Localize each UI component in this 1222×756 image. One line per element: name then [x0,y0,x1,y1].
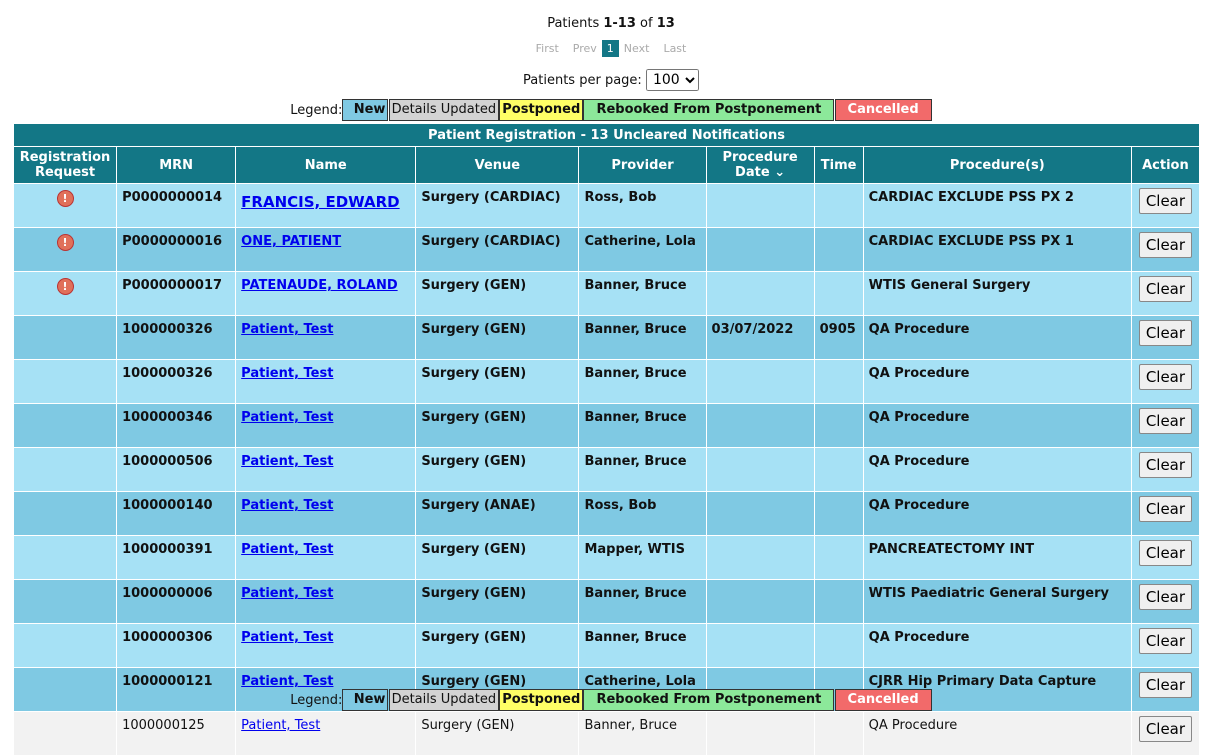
venue-cell: Surgery (GEN) [416,712,579,756]
mrn-cell: 1000000346 [117,404,236,448]
patient-name-link[interactable]: Patient, Test [241,454,334,469]
clear-button[interactable]: Clear [1139,628,1192,654]
venue-cell: Surgery (GEN) [416,580,579,624]
time-cell [814,360,863,404]
provider-cell: Banner, Bruce [579,316,706,360]
registration-request-cell [14,492,117,536]
venue-cell: Surgery (CARDIAC) [416,228,579,272]
name-cell [236,360,416,404]
name-cell [236,448,416,492]
mrn-cell: 1000000326 [117,316,236,360]
provider-cell: Banner, Bruce [579,624,706,668]
time-cell [814,184,863,228]
legend-updated: Details Updated [389,689,500,711]
time-cell [814,448,863,492]
table-row [14,536,1200,580]
procedure-date-cell [706,536,814,580]
table-row [14,448,1200,492]
alert-icon: ! [57,278,74,295]
procedure-date-cell [706,404,814,448]
procedure-date-cell [706,272,814,316]
provider-cell: Catherine, Lola [579,668,706,712]
action-cell [1131,580,1199,624]
action-cell [1131,404,1199,448]
header-registration-request: Registration Request [14,147,117,184]
registration-request-cell [14,228,117,272]
patient-name-link[interactable]: PATENAUDE, ROLAND [241,278,398,293]
venue-cell: Surgery (GEN) [416,624,579,668]
mrn-cell: P0000000014 [117,184,236,228]
action-cell [1131,184,1199,228]
name-cell [236,536,416,580]
venue-cell: Surgery (GEN) [416,272,579,316]
clear-button[interactable]: Clear [1139,364,1192,390]
procedure-date-cell [706,360,814,404]
mrn-cell: 1000000326 [117,360,236,404]
registration-request-cell [14,360,117,404]
header-action: Action [1131,147,1199,184]
header-procedures[interactable]: Procedure(s) [863,147,1131,184]
name-cell [236,404,416,448]
venue-cell: Surgery (GEN) [416,316,579,360]
patient-name-link[interactable]: FRANCIS, EDWARD [241,193,400,211]
sort-desc-icon: ⌄ [774,165,786,180]
patient-name-link[interactable]: Patient, Test [241,718,321,733]
table-row [14,316,1200,360]
name-cell [236,316,416,360]
action-cell [1131,360,1199,404]
provider-cell: Ross, Bob [579,184,706,228]
mrn-cell: 1000000391 [117,536,236,580]
action-cell [1131,448,1199,492]
per-page-select[interactable] [646,69,699,91]
procedure-date-cell: 03/07/2022 [706,316,814,360]
venue-cell: Surgery (GEN) [416,448,579,492]
procedure-date-cell [706,712,814,756]
registration-request-cell [14,272,117,316]
venue-cell: Surgery (GEN) [416,404,579,448]
clear-button[interactable]: Clear [1139,232,1192,258]
per-page [0,69,1222,91]
notifications-table [13,123,1200,756]
procedures-cell: QA Procedure [863,712,1131,756]
action-cell [1131,712,1199,756]
procedure-date-cell [706,492,814,536]
mrn-cell: 1000000121 [117,668,236,712]
clear-button[interactable]: Clear [1139,320,1192,346]
patient-name-link[interactable]: Patient, Test [241,630,334,645]
patient-name-link[interactable]: Patient, Test [241,322,334,337]
procedures-cell: QA Procedure [863,360,1131,404]
legend-updated: Details Updated [389,99,500,121]
name-cell [236,624,416,668]
patient-name-link[interactable]: Patient, Test [241,674,334,689]
venue-cell: Surgery (GEN) [416,536,579,580]
clear-button[interactable]: Clear [1139,408,1192,434]
alert-icon: ! [57,190,74,207]
patient-name-link[interactable]: Patient, Test [241,410,334,425]
legend-top [0,99,1222,121]
mrn-cell: 1000000506 [117,448,236,492]
patient-name-link[interactable]: Patient, Test [241,542,334,557]
procedures-cell: PANCREATECTOMY INT [863,536,1131,580]
registration-request-cell [14,624,117,668]
table-row [14,360,1200,404]
name-cell [236,272,416,316]
venue-cell: Surgery (GEN) [416,360,579,404]
count-of: of [635,16,657,31]
table-row [14,228,1200,272]
procedures-cell: WTIS General Surgery [863,272,1131,316]
action-cell [1131,492,1199,536]
registration-request-cell [14,184,117,228]
procedures-cell: CJRR Hip Primary Data Capture [863,668,1131,712]
procedure-date-label: Procedure Date [722,150,798,180]
provider-cell: Banner, Bruce [579,360,706,404]
legend-cancelled: Cancelled [835,99,932,121]
count-total: 13 [656,16,675,31]
provider-cell: Banner, Bruce [579,404,706,448]
mrn-cell: P0000000016 [117,228,236,272]
clear-button[interactable]: Clear [1139,452,1192,478]
registration-request-cell [14,712,117,756]
action-cell [1131,536,1199,580]
action-cell [1131,316,1199,360]
patient-name-link[interactable]: Patient, Test [241,366,334,381]
venue-cell: Surgery (ANAE) [416,492,579,536]
procedures-cell: QA Procedure [863,316,1131,360]
procedures-cell: QA Procedure [863,404,1131,448]
procedures-cell: WTIS Paediatric General Surgery [863,580,1131,624]
header-mrn[interactable]: MRN [117,147,236,184]
legend-postponed: Postponed [499,99,583,121]
mrn-cell: P0000000017 [117,272,236,316]
mrn-cell: 1000000006 [117,580,236,624]
time-cell [814,492,863,536]
legend-label: Legend: [290,102,343,118]
pager [0,42,1222,55]
legend-cancelled: Cancelled [835,689,932,711]
mrn-cell: 1000000306 [117,624,236,668]
provider-cell: Catherine, Lola [579,228,706,272]
procedure-date-cell [706,624,814,668]
name-cell [236,712,416,756]
clear-button[interactable]: Clear [1139,584,1192,610]
name-cell [236,580,416,624]
last-link[interactable]: Last [663,42,687,55]
patient-name-link[interactable]: ONE, PATIENT [241,234,342,249]
procedures-cell: QA Procedure [863,492,1131,536]
provider-cell: Banner, Bruce [579,272,706,316]
provider-cell: Banner, Bruce [579,712,706,756]
time-cell [814,712,863,756]
name-cell [236,184,416,228]
time-cell [814,536,863,580]
action-cell [1131,272,1199,316]
time-cell: 0905 [814,316,863,360]
mrn-cell: 1000000140 [117,492,236,536]
header-time[interactable]: Time [814,147,863,184]
count-range: 1-13 [603,16,636,31]
table-row [14,712,1200,756]
time-cell [814,272,863,316]
table-row [14,272,1200,316]
name-cell [236,228,416,272]
patient-count [0,16,1222,31]
clear-button[interactable]: Clear [1139,276,1192,302]
table-title: Patient Registration - 13 Uncleared Notifications [14,124,1200,147]
procedure-date-cell [706,184,814,228]
clear-button[interactable]: Clear [1139,496,1192,522]
registration-request-cell [14,536,117,580]
table-row [14,184,1200,228]
procedure-date-cell [706,580,814,624]
registration-request-cell [14,448,117,492]
header-procedure-date[interactable] [706,147,814,184]
table-row [14,624,1200,668]
legend-label: Legend: [290,692,343,708]
venue-cell: Surgery (GEN) [416,668,579,712]
legend-new: New [342,99,388,121]
legend-bottom [0,689,1222,711]
legend-postponed: Postponed [499,689,583,711]
registration-request-cell [14,404,117,448]
provider-cell: Ross, Bob [579,492,706,536]
registration-request-cell [14,316,117,360]
provider-cell: Banner, Bruce [579,580,706,624]
name-cell [236,492,416,536]
patient-name-link[interactable]: Patient, Test [241,498,334,513]
table-row [14,492,1200,536]
provider-cell: Banner, Bruce [579,448,706,492]
mrn-cell: 1000000125 [117,712,236,756]
table-row [14,404,1200,448]
time-cell [814,624,863,668]
procedures-cell: QA Procedure [863,624,1131,668]
time-cell [814,404,863,448]
legend-rebooked: Rebooked From Postponement [583,689,834,711]
per-page-label: Patients per page: [523,73,642,88]
venue-cell: Surgery (CARDIAC) [416,184,579,228]
header-name[interactable]: Name [236,147,416,184]
time-cell [814,580,863,624]
procedure-date-cell [706,228,814,272]
registration-request-cell [14,580,117,624]
header-venue[interactable]: Venue [416,147,579,184]
procedures-cell: QA Procedure [863,448,1131,492]
next-link[interactable]: Next [623,42,650,55]
count-prefix: Patients [547,16,604,31]
procedures-cell: CARDIAC EXCLUDE PSS PX 1 [863,228,1131,272]
clear-button[interactable]: Clear [1139,540,1192,566]
page-1[interactable]: 1 [602,40,619,57]
legend-new: New [342,689,388,711]
action-cell [1131,228,1199,272]
provider-cell: Mapper, WTIS [579,536,706,580]
header-provider[interactable]: Provider [579,147,706,184]
legend-rebooked: Rebooked From Postponement [583,99,834,121]
procedure-date-cell [706,448,814,492]
clear-button[interactable]: Clear [1139,672,1192,698]
action-cell [1131,624,1199,668]
table-row [14,580,1200,624]
alert-icon: ! [57,234,74,251]
time-cell [814,228,863,272]
clear-button[interactable]: Clear [1139,188,1192,214]
procedures-cell: CARDIAC EXCLUDE PSS PX 2 [863,184,1131,228]
first-link[interactable]: First [535,42,559,55]
clear-button[interactable]: Clear [1139,716,1192,742]
patient-name-link[interactable]: Patient, Test [241,586,334,601]
prev-link[interactable]: Prev [572,42,597,55]
